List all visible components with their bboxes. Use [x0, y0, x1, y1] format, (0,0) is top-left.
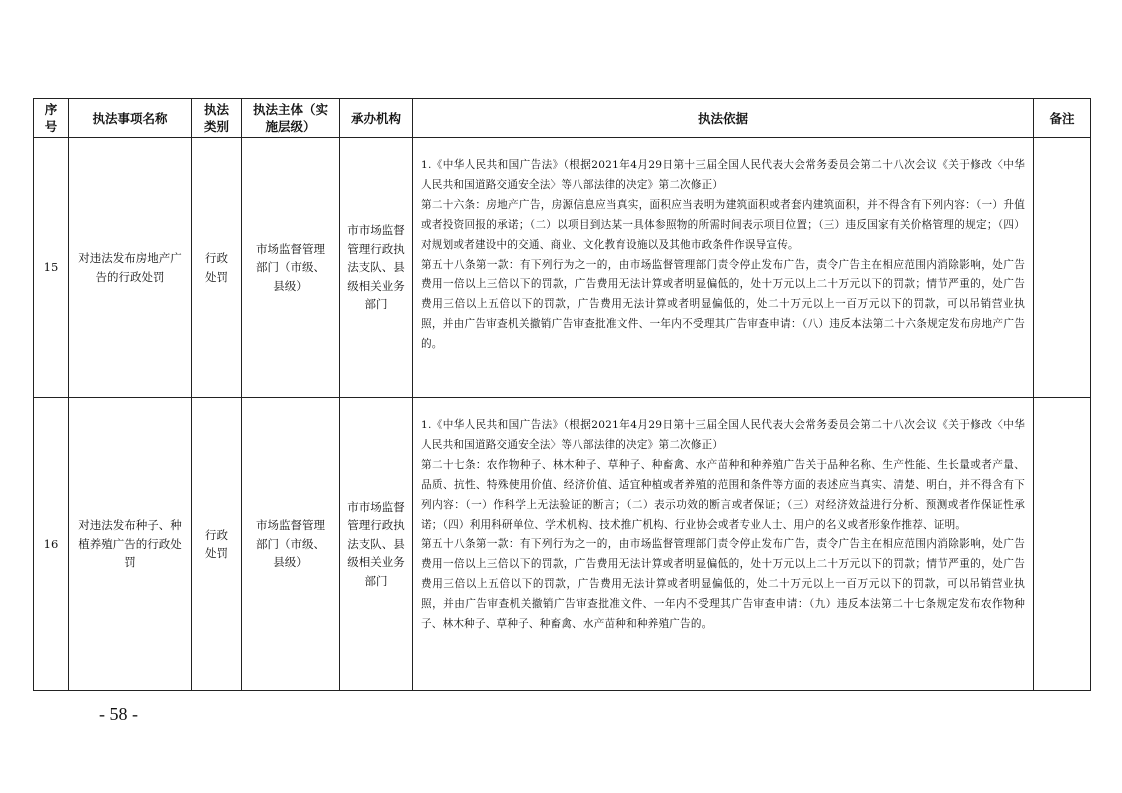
header-handling-agency: 承办机构	[340, 99, 413, 138]
table-row	[34, 398, 1091, 691]
row-enforcement-subject: 市场监督管理部门（市级、县级）	[242, 138, 340, 398]
row-item-name: 对违法发布种子、种植养殖广告的行政处罚	[69, 398, 192, 691]
row-enforcement-type: 行政处罚	[192, 138, 242, 398]
row-remarks	[1034, 138, 1091, 398]
row-serial-number: 16	[34, 398, 69, 691]
row-enforcement-subject: 市场监督管理部门（市级、县级）	[242, 398, 340, 691]
basis-paragraph: 第二十六条：房地产广告，房源信息应当真实，面积应当表明为建筑面积或者套内建筑面积，并不得含有下列内容：（一）升值或者投资回报的承诺；（二）以项目到达某一具体参照物的所需时间表示项目位置；（三）违反国家有关价格管理的规定；（四）对规划或者建设中的交通、商业、文化教育设施以及其他市政条件作误导宣传。	[421, 198, 1025, 251]
row-enforcement-type: 行政处罚	[192, 398, 242, 691]
header-remarks: 备注	[1034, 99, 1091, 138]
header-enforcement-subject: 执法主体（实施层级）	[242, 99, 340, 138]
row-handling-agency: 市市场监督管理行政执法支队、县级相关业务部门	[340, 398, 413, 691]
basis-paragraph: 第二十七条：农作物种子、林木种子、草种子、种畜禽、水产苗种和种养殖广告关于品种名称、生产性能、生长量或者产量、品质、抗性、特殊使用价值、经济价值、适宜种植或者养殖的范围和条件等方面的表述应当真实、清楚、明白，并不得含有下列内容：（一）作科学上无法验证的断言；（二）表示功效的断言或者保证；（三）对经济效益进行分析、预测或者作保证性承诺；（四）利用科研单位、学术机构、技术推广机构、行业协会或者专业人士、用户的名义或者形象作推荐、证明。	[421, 458, 1025, 531]
basis-paragraph: 第五十八条第一款：有下列行为之一的，由市场监督管理部门责令停止发布广告，责令广告主在相应范围内消除影响，处广告费用一倍以上三倍以下的罚款，广告费用无法计算或者明显偏低的，处十万元以上二十万元以下的罚款；情节严重的，处广告费用三倍以上五倍以下的罚款，广告费用无法计算或者明显偏低的，处二十万元以上一百万元以下的罚款，可以吊销营业执照，并由广告审查机关撤销广告审查批准文件、一年内不受理其广告审查申请：（九）违反本法第二十七条规定发布农作物种子、林木种子、草种子、种畜禽、水产苗种和种养殖广告的。	[421, 538, 1025, 631]
basis-paragraph: 1.《中华人民共和国广告法》（根据2021年4月29日第十三届全国人民代表大会常务委员会第二十八次会议《关于修改〈中华人民共和国道路交通安全法〉等八部法律的决定》第二次修正）	[421, 159, 1025, 191]
header-serial-number: 序号	[34, 99, 69, 138]
row-handling-agency: 市市场监督管理行政执法支队、县级相关业务部门	[340, 138, 413, 398]
basis-paragraph: 1.《中华人民共和国广告法》（根据2021年4月29日第十三届全国人民代表大会常务委员会第二十八次会议《关于修改〈中华人民共和国道路交通安全法〉等八部法律的决定》第二次修正）	[421, 419, 1025, 451]
header-legal-basis: 执法依据	[413, 99, 1034, 138]
row-item-name: 对违法发布房地产广告的行政处罚	[69, 138, 192, 398]
enforcement-table	[33, 98, 1091, 691]
row-remarks	[1034, 398, 1091, 691]
table-row	[34, 138, 1091, 398]
header-item-name: 执法事项名称	[69, 99, 192, 138]
row-legal-basis	[413, 138, 1034, 398]
table-header-row	[34, 99, 1091, 138]
page-number: - 58 -	[99, 704, 138, 724]
header-enforcement-type: 执法类别	[192, 99, 242, 138]
row-serial-number: 15	[34, 138, 69, 398]
basis-paragraph: 第五十八条第一款：有下列行为之一的，由市场监督管理部门责令停止发布广告，责令广告主在相应范围内消除影响，处广告费用一倍以上三倍以下的罚款，广告费用无法计算或者明显偏低的，处十万元以上二十万元以下的罚款；情节严重的，处广告费用三倍以上五倍以下的罚款，广告费用无法计算或者明显偏低的，处二十万元以上一百万元以下的罚款，可以吊销营业执照，并由广告审查机关撤销广告审查批准文件、一年内不受理其广告审查申请：（八）违反本法第二十六条规定发布房地产广告的。	[421, 258, 1025, 351]
row-legal-basis	[413, 398, 1034, 691]
